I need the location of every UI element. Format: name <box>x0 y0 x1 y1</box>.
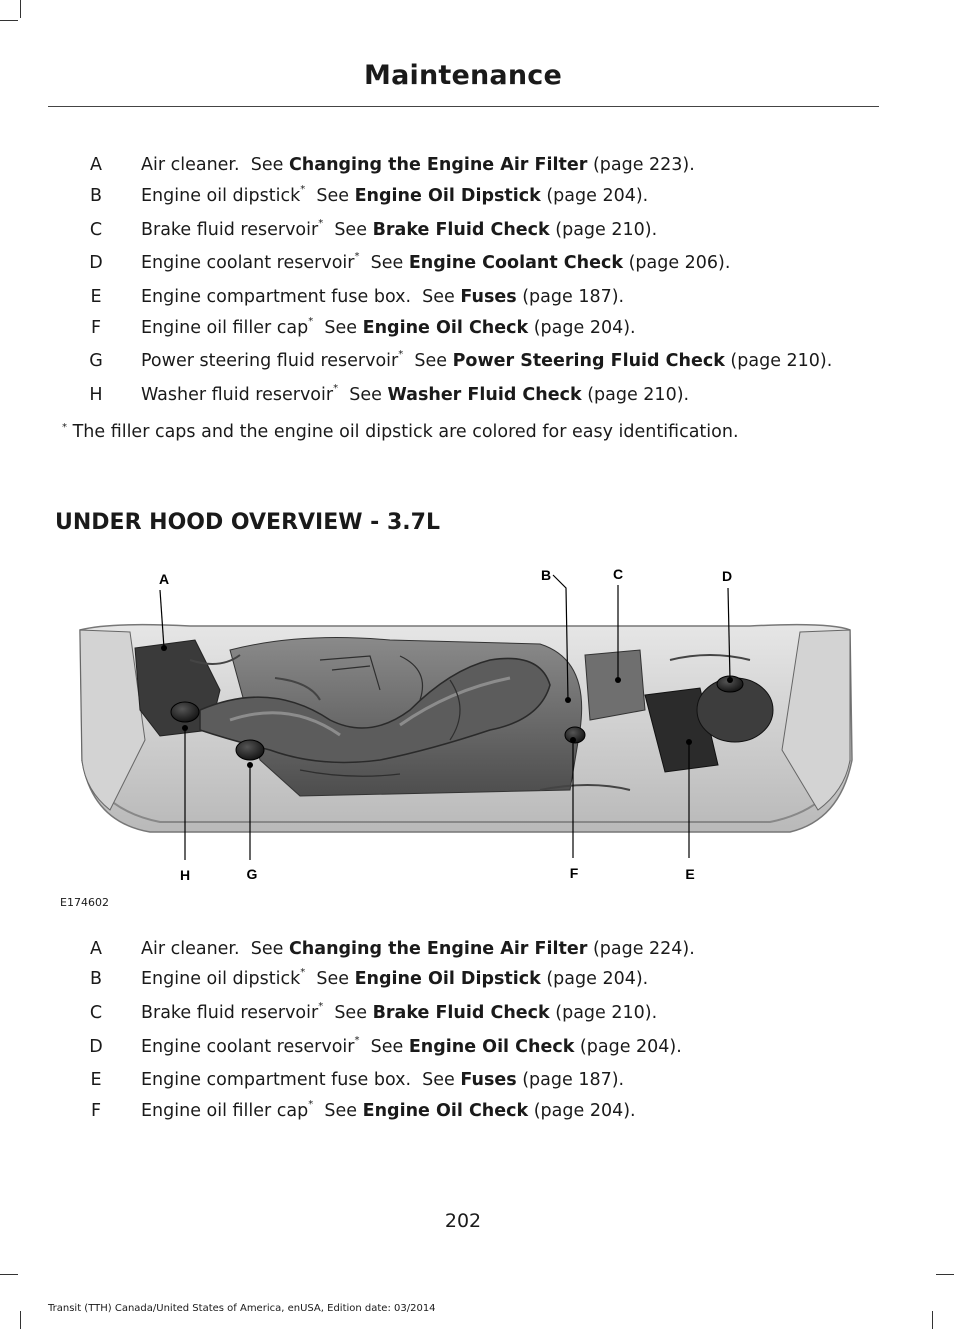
section-title: UNDER HOOD OVERVIEW - 3.7L <box>55 510 440 535</box>
cross-reference-link[interactable]: Changing the Engine Air Filter <box>288 939 588 959</box>
list-item <box>0 287 954 313</box>
cross-reference-link[interactable]: Engine Oil Dipstick <box>354 969 541 989</box>
callout-label-e: E <box>685 866 695 882</box>
callout-label-f: F <box>569 865 579 881</box>
cross-reference-link[interactable]: Brake Fluid Check <box>372 220 550 240</box>
cross-reference-link[interactable]: Engine Coolant Check <box>408 253 623 273</box>
edition-footer: Transit (TTH) Canada/United States of America, enUSA, Edition date: 03/2014 <box>48 1303 436 1314</box>
page-reference: (page 206). <box>628 253 731 273</box>
list-item <box>0 969 954 995</box>
asterisk: * <box>333 383 339 394</box>
item-text <box>141 220 657 240</box>
item-letter: B <box>89 969 102 989</box>
item-text <box>141 939 695 959</box>
footnote-text: The filler caps and the engine oil dipstick are colored for easy identification. <box>72 422 739 442</box>
cross-reference-link[interactable]: Washer Fluid Check <box>387 385 582 405</box>
see-text: See <box>349 385 382 405</box>
page-reference: (page 210). <box>587 385 690 405</box>
cross-reference-link[interactable]: Engine Oil Check <box>408 1037 575 1057</box>
see-text: See <box>316 969 350 989</box>
page-reference: (page 204). <box>546 186 649 206</box>
list-item <box>0 318 954 344</box>
item-letter: C <box>89 220 103 240</box>
page-reference: (page 204). <box>533 318 636 338</box>
item-letter: A <box>90 939 102 959</box>
crop-mark <box>20 0 21 18</box>
item-text <box>141 969 648 989</box>
item-text <box>141 186 648 206</box>
footnote-star: * <box>62 422 67 433</box>
see-text: See <box>324 1101 358 1121</box>
callout-label-h: H <box>179 867 191 883</box>
item-letter: D <box>89 1037 103 1057</box>
item-text <box>141 1101 636 1121</box>
list-item <box>0 253 954 279</box>
list-item <box>0 1003 954 1029</box>
item-description: Brake fluid reservoir <box>141 1003 319 1023</box>
callout-label-d: D <box>721 568 733 584</box>
item-letter: B <box>89 186 102 206</box>
item-description: Power steering fluid reservoir <box>141 351 399 371</box>
callout-label-c: C <box>612 566 624 582</box>
item-letter: C <box>89 1003 103 1023</box>
figure-id: E174602 <box>60 896 109 909</box>
item-letter: F <box>90 318 102 338</box>
asterisk: * <box>300 967 306 978</box>
list-item <box>0 385 954 411</box>
asterisk: * <box>398 349 404 360</box>
page-reference: (page 210). <box>555 1003 658 1023</box>
crop-mark <box>0 20 18 21</box>
cross-reference-link[interactable]: Engine Oil Check <box>362 318 529 338</box>
item-description: Air cleaner. <box>141 939 240 959</box>
see-text: See <box>316 186 350 206</box>
see-text: See <box>422 287 455 307</box>
list-item <box>0 939 954 965</box>
item-description: Air cleaner. <box>141 155 240 175</box>
see-text: See <box>414 351 448 371</box>
see-text: See <box>334 1003 367 1023</box>
page-reference: (page 204). <box>579 1037 682 1057</box>
item-description: Brake fluid reservoir <box>141 220 319 240</box>
item-description: Engine oil dipstick <box>141 969 301 989</box>
item-text <box>141 318 636 338</box>
item-text <box>141 351 832 371</box>
crop-mark <box>936 1274 954 1275</box>
item-text <box>141 385 689 405</box>
cross-reference-link[interactable]: Fuses <box>460 287 517 307</box>
callout-label-a: A <box>158 571 170 587</box>
page-reference: (page 210). <box>730 351 833 371</box>
item-text <box>141 155 695 175</box>
item-letter: F <box>90 1101 102 1121</box>
item-letter: E <box>90 1070 102 1090</box>
item-description: Engine compartment fuse box. <box>141 1070 412 1090</box>
see-text: See <box>250 939 284 959</box>
list-item <box>0 220 954 246</box>
list-item <box>0 351 954 377</box>
crop-mark <box>20 1311 21 1329</box>
crop-mark <box>932 1311 933 1329</box>
list-item <box>0 186 954 212</box>
page-number: 202 <box>444 1210 482 1232</box>
asterisk: * <box>300 184 306 195</box>
see-text: See <box>324 318 358 338</box>
page-reference: (page 187). <box>522 287 625 307</box>
page-title: Maintenance <box>364 60 562 91</box>
list-item <box>0 1070 954 1096</box>
list-item <box>0 1037 954 1063</box>
cross-reference-link[interactable]: Power Steering Fluid Check <box>452 351 725 371</box>
item-description: Engine coolant reservoir <box>141 1037 355 1057</box>
callout-label-b: B <box>540 567 552 583</box>
callout-label-g: G <box>246 866 258 882</box>
page-reference: (page 204). <box>533 1101 636 1121</box>
asterisk: * <box>354 1035 360 1046</box>
asterisk: * <box>318 1001 324 1012</box>
cross-reference-link[interactable]: Changing the Engine Air Filter <box>288 155 588 175</box>
page-reference: (page 223). <box>592 155 695 175</box>
item-text <box>141 253 730 273</box>
item-description: Engine oil filler cap <box>141 1101 309 1121</box>
list-item <box>0 1101 954 1127</box>
item-letter: E <box>90 287 102 307</box>
item-letter: G <box>89 351 103 371</box>
see-text: See <box>334 220 367 240</box>
asterisk: * <box>308 316 314 327</box>
see-text: See <box>370 253 404 273</box>
engine-bay-illustration <box>70 560 860 890</box>
item-letter: H <box>89 385 103 405</box>
item-letter: D <box>89 253 103 273</box>
cross-reference-link[interactable]: Engine Oil Check <box>362 1101 529 1121</box>
cross-reference-link[interactable]: Fuses <box>460 1070 517 1090</box>
crop-mark <box>0 1274 18 1275</box>
cross-reference-link[interactable]: Brake Fluid Check <box>372 1003 550 1023</box>
see-text: See <box>250 155 284 175</box>
item-description: Washer fluid reservoir <box>141 385 334 405</box>
item-text <box>141 1037 682 1057</box>
asterisk: * <box>308 1099 314 1110</box>
header-rule <box>48 106 879 107</box>
page-reference: (page 210). <box>555 220 658 240</box>
list-item <box>0 155 954 181</box>
asterisk: * <box>354 251 360 262</box>
see-text: See <box>422 1070 455 1090</box>
footnote <box>62 422 739 442</box>
item-description: Engine coolant reservoir <box>141 253 355 273</box>
see-text: See <box>370 1037 404 1057</box>
page-reference: (page 224). <box>592 939 695 959</box>
item-description: Engine oil filler cap <box>141 318 309 338</box>
page-reference: (page 187). <box>522 1070 625 1090</box>
item-letter: A <box>90 155 102 175</box>
asterisk: * <box>318 218 324 229</box>
item-text <box>141 1070 624 1090</box>
item-text <box>141 287 624 307</box>
page-reference: (page 204). <box>546 969 649 989</box>
item-text <box>141 1003 657 1023</box>
cross-reference-link[interactable]: Engine Oil Dipstick <box>354 186 541 206</box>
item-description: Engine compartment fuse box. <box>141 287 412 307</box>
item-description: Engine oil dipstick <box>141 186 301 206</box>
